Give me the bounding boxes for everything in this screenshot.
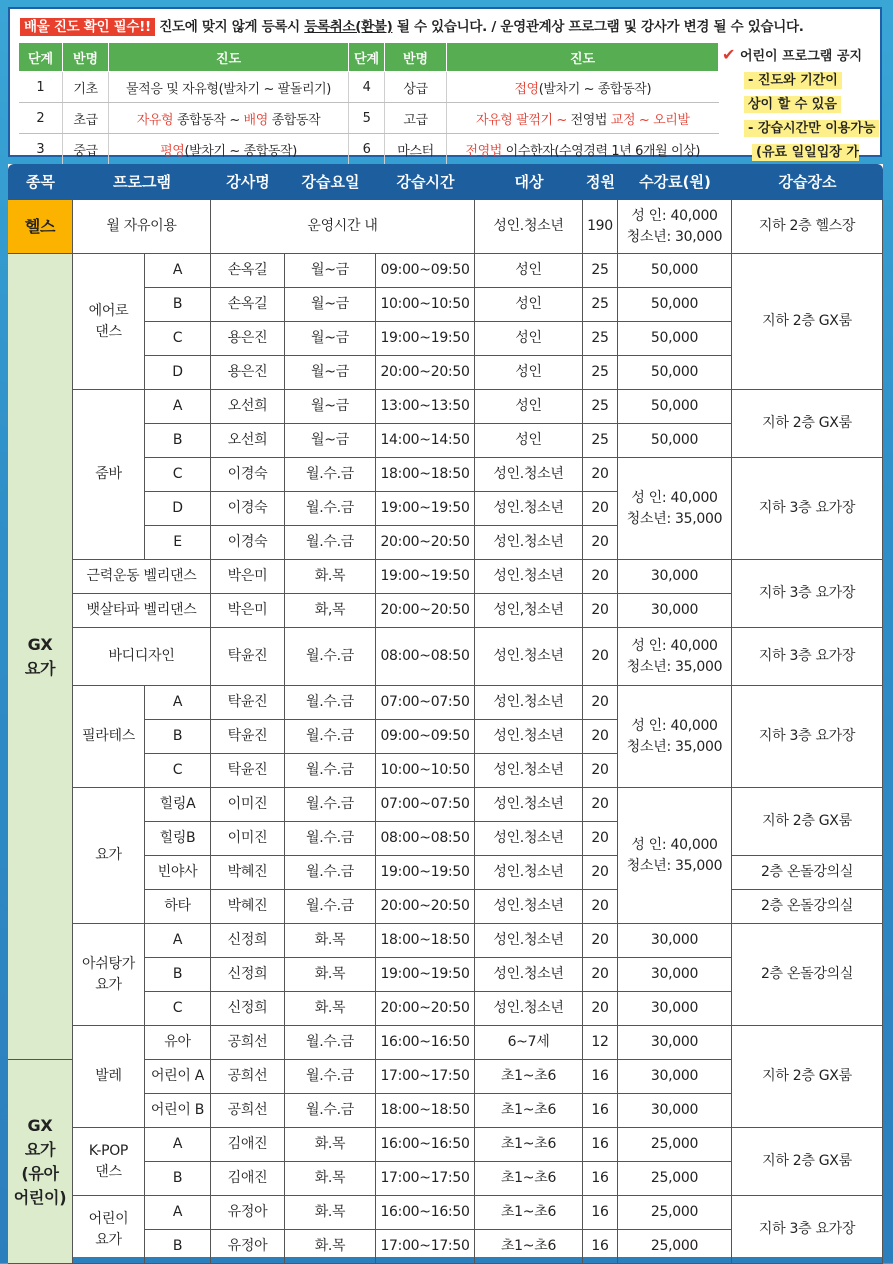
class-cell: 힐링A [145,788,211,822]
class-cell: 힐링B [145,822,211,856]
level-col-header: 진도 [447,43,719,72]
teacher-cell: 탁윤진 [211,720,285,754]
kids-notice-line: - 진도와 기간이 [744,72,842,89]
days-cell: 월~금 [285,424,376,458]
target-cell: 성인.청소년 [475,458,583,492]
time-cell: 10:00~10:50 [376,288,475,322]
program-cell: 발레 [73,1026,145,1128]
place-cell: 지하 3층 요가장 [732,686,883,788]
column-header: 강사명 [226,173,270,191]
level-row [19,134,719,165]
class-cell: B [145,958,211,992]
time-cell: 16:00~16:50 [376,1196,475,1230]
class-cell: 하타 [145,890,211,924]
time-cell: 16:00~16:50 [376,1128,475,1162]
capacity-cell: 20 [583,822,618,856]
notice-text-underlined: 등록취소(환불) [304,19,393,35]
fee-cell: 50,000 [618,356,732,390]
time-cell: 20:00~20:50 [376,356,475,390]
capacity-cell: 16 [583,1060,618,1094]
time-cell: 07:00~07:50 [376,788,475,822]
place-cell: 지하 2층 GX룸 [732,1128,883,1196]
teacher-cell: 용은진 [211,356,285,390]
days-cell: 월.수.금 [285,686,376,720]
capacity-cell: 20 [583,890,618,924]
days-cell: 월~금 [285,356,376,390]
time-cell: 09:00~09:50 [376,720,475,754]
level-number: 1 [19,72,63,103]
class-cell: A [145,254,211,288]
target-cell: 성인.청소년 [475,720,583,754]
class-cell: B [145,1162,211,1196]
days-cell: 월.수.금 [285,890,376,924]
time-cell: 08:00~08:50 [376,628,475,686]
place-cell: 2층 온돌강의실 [732,856,883,890]
class-cell: C [145,754,211,788]
teacher-cell: 신정희 [211,958,285,992]
time-cell: 08:00~08:50 [376,822,475,856]
teacher-cell: 오선희 [211,390,285,424]
days-cell: 월.수.금 [285,458,376,492]
class-cell: 유아 [145,1026,211,1060]
schedule-table [8,164,883,1257]
days-cell: 화.목 [285,1230,376,1264]
class-cell: C [145,458,211,492]
capacity-cell: 16 [583,1162,618,1196]
time-cell: 19:00~19:50 [376,958,475,992]
teacher-cell: 탁윤진 [211,628,285,686]
place-cell: 지하 3층 요가장 [732,560,883,628]
column-header: 강습요일 [301,173,360,191]
teacher-cell: 오선희 [211,424,285,458]
days-cell: 월.수.금 [285,720,376,754]
fee-cell: 성 인: 40,000 청소년: 35,000 [618,788,732,924]
target-cell: 성인.청소년 [475,686,583,720]
target-cell: 성인.청소년 [475,560,583,594]
fee-cell: 50,000 [618,322,732,356]
level-col-header: 단계 [19,43,63,72]
fee-cell: 50,000 [618,288,732,322]
days-cell: 월.수.금 [285,856,376,890]
time-cell: 18:00~18:50 [376,1094,475,1128]
capacity-cell: 16 [583,1094,618,1128]
target-cell: 성인.청소년 [475,890,583,924]
target-cell: 6~7세 [475,1026,583,1060]
level-table [18,42,719,165]
target-cell: 초1~초6 [475,1128,583,1162]
capacity-cell: 25 [583,424,618,458]
target-cell: 성인 [475,254,583,288]
days-cell: 월.수.금 [285,788,376,822]
time-cell: 07:00~07:50 [376,686,475,720]
capacity-cell: 16 [583,1230,618,1264]
fee-cell: 50,000 [618,254,732,288]
capacity-cell: 25 [583,254,618,288]
fee-cell: 25,000 [618,1128,732,1162]
teacher-cell: 박혜진 [211,890,285,924]
program-cell: 월 자유이용 [73,200,211,254]
class-cell: C [145,322,211,356]
place-cell: 지하 2층 GX룸 [732,254,883,390]
time-cell: 17:00~17:50 [376,1060,475,1094]
fee-cell: 50,000 [618,424,732,458]
notice-text-1: 진도에 맞지 않게 등록시 [159,19,305,35]
capacity-cell: 20 [583,594,618,628]
class-cell: B [145,424,211,458]
teacher-cell: 공희선 [211,1060,285,1094]
target-cell: 성인.청소년 [475,200,583,254]
target-cell: 성인,청소년 [475,594,583,628]
teacher-cell: 손옥길 [211,254,285,288]
target-cell: 초1~초6 [475,1094,583,1128]
fee-cell: 50,000 [618,390,732,424]
program-cell: 에어로 댄스 [73,254,145,390]
days-cell: 월.수.금 [285,1060,376,1094]
program-cell: 아쉬탕가 요가 [73,924,145,1026]
level-name: 초급 [63,103,109,134]
capacity-cell: 25 [583,288,618,322]
level-name: 기초 [63,72,109,103]
days-cell: 운영시간 내 [211,200,475,254]
kids-notice-title: 어린이 프로그램 공지 [739,49,863,64]
teacher-cell: 신정희 [211,924,285,958]
capacity-cell: 12 [583,1026,618,1060]
class-cell: D [145,356,211,390]
class-cell: C [145,992,211,1026]
place-cell: 2층 온돌강의실 [732,890,883,924]
teacher-cell: 공희선 [211,1026,285,1060]
teacher-cell: 유정아 [211,1230,285,1264]
class-cell: 어린이 A [145,1060,211,1094]
days-cell: 화.목 [285,1162,376,1196]
fee-cell: 성 인: 40,000 청소년: 35,000 [618,686,732,788]
place-cell: 지하 3층 요가장 [732,1196,883,1264]
class-cell: 어린이 B [145,1094,211,1128]
column-header: 종목 [26,173,55,191]
teacher-cell: 김애진 [211,1128,285,1162]
target-cell: 성인 [475,288,583,322]
fee-cell: 30,000 [618,1094,732,1128]
fee-cell: 25,000 [618,1162,732,1196]
fee-cell: 성 인: 40,000 청소년: 30,000 [618,200,732,254]
kids-notice-line: - 강습시간만 이용가능 [744,120,879,137]
column-header: 강습시간 [396,173,455,191]
place-cell: 지하 2층 GX룸 [732,390,883,458]
teacher-cell: 박은미 [211,594,285,628]
teacher-cell: 공희선 [211,1094,285,1128]
notice-box [8,7,882,160]
capacity-cell: 20 [583,628,618,686]
target-cell: 성인.청소년 [475,628,583,686]
time-cell: 10:00~10:50 [376,754,475,788]
target-cell: 성인 [475,356,583,390]
time-cell: 18:00~18:50 [376,924,475,958]
teacher-cell: 김애진 [211,1162,285,1196]
teacher-cell: 이경숙 [211,492,285,526]
teacher-cell: 박은미 [211,560,285,594]
level-progress: 자유형 팔꺾기 ~ 전영법 교정 ~ 오리발 [447,103,719,134]
teacher-cell: 이미진 [211,788,285,822]
class-cell: A [145,1128,211,1162]
teacher-cell: 이미진 [211,822,285,856]
target-cell: 성인 [475,390,583,424]
column-header: 수강료(원) [639,173,711,191]
place-cell: 지하 2층 GX룸 [732,1026,883,1128]
fee-cell: 30,000 [618,1026,732,1060]
days-cell: 화.목 [285,1196,376,1230]
fee-cell: 30,000 [618,594,732,628]
days-cell: 월~금 [285,288,376,322]
days-cell: 월~금 [285,390,376,424]
fee-cell: 성 인: 40,000 청소년: 35,000 [618,628,732,686]
level-col-header: 반명 [385,43,447,72]
target-cell: 성인 [475,424,583,458]
place-cell: 2층 온돌강의실 [732,924,883,1026]
days-cell: 월.수.금 [285,1094,376,1128]
time-cell: 20:00~20:50 [376,594,475,628]
level-number: 6 [349,134,385,165]
capacity-cell: 25 [583,390,618,424]
level-number: 3 [19,134,63,165]
category-cell: GX 요가 (유아 어린이) [8,1060,73,1264]
days-cell: 월.수.금 [285,1026,376,1060]
column-header: 강습장소 [778,173,837,191]
category-cell: 헬스 [8,200,73,254]
place-cell: 지하 3층 요가장 [732,628,883,686]
class-cell: A [145,924,211,958]
time-cell: 19:00~19:50 [376,560,475,594]
level-progress: 평영(발차기 ~ 종합동작) [109,134,349,165]
class-cell: B [145,1230,211,1264]
teacher-cell: 이경숙 [211,458,285,492]
teacher-cell: 탁윤진 [211,686,285,720]
fee-cell: 25,000 [618,1230,732,1264]
capacity-cell: 20 [583,924,618,958]
column-header: 대상 [514,173,544,191]
target-cell: 성인.청소년 [475,788,583,822]
notice-text-2: 될 수 있습니다. / 운영관계상 프로그램 및 강사가 변경 될 수 있습니다. [392,19,804,35]
capacity-cell: 20 [583,686,618,720]
capacity-cell: 16 [583,1128,618,1162]
level-progress: 접영(발차기 ~ 종합동작) [447,72,719,103]
program-cell: 어린이 요가 [73,1196,145,1264]
level-row [19,103,719,134]
target-cell: 성인.청소년 [475,492,583,526]
level-number: 4 [349,72,385,103]
class-cell: B [145,720,211,754]
capacity-cell: 20 [583,720,618,754]
capacity-cell: 20 [583,992,618,1026]
place-cell: 지하 3층 요가장 [732,458,883,560]
class-cell: B [145,288,211,322]
level-row [19,72,719,103]
level-progress: 자유형 종합동작 ~ 배영 종합동작 [109,103,349,134]
column-header: 정원 [586,173,615,191]
capacity-cell: 25 [583,322,618,356]
teacher-cell: 이경숙 [211,526,285,560]
time-cell: 17:00~17:50 [376,1230,475,1264]
days-cell: 월.수.금 [285,492,376,526]
target-cell: 성인.청소년 [475,822,583,856]
capacity-cell: 20 [583,458,618,492]
days-cell: 화.목 [285,560,376,594]
level-number: 2 [19,103,63,134]
fee-cell: 30,000 [618,560,732,594]
fee-cell: 30,000 [618,992,732,1026]
level-progress: 전영법 이수한자(수영경력 1년 6개월 이상) [447,134,719,165]
warning-badge: 배울 진도 확인 필수!! [20,18,155,36]
capacity-cell: 20 [583,958,618,992]
time-cell: 19:00~19:50 [376,856,475,890]
target-cell: 성인 [475,322,583,356]
column-header: 프로그램 [113,173,171,191]
fee-cell: 30,000 [618,924,732,958]
time-cell: 14:00~14:50 [376,424,475,458]
notice-headline [20,15,804,35]
class-cell: D [145,492,211,526]
level-name: 상급 [385,72,447,103]
capacity-cell: 16 [583,1196,618,1230]
capacity-cell: 20 [583,526,618,560]
days-cell: 화.목 [285,992,376,1026]
teacher-cell: 용은진 [211,322,285,356]
days-cell: 화.목 [285,958,376,992]
target-cell: 성인.청소년 [475,526,583,560]
time-cell: 13:00~13:50 [376,390,475,424]
target-cell: 초1~초6 [475,1196,583,1230]
category-cell: GX 요가 [8,254,73,1060]
class-cell: A [145,686,211,720]
target-cell: 성인.청소년 [475,992,583,1026]
fee-cell: 30,000 [618,1060,732,1094]
time-cell: 18:00~18:50 [376,458,475,492]
level-name: 마스터 [385,134,447,165]
teacher-cell: 신정희 [211,992,285,1026]
capacity-cell: 190 [583,200,618,254]
capacity-cell: 20 [583,560,618,594]
teacher-cell: 유정아 [211,1196,285,1230]
target-cell: 성인.청소년 [475,754,583,788]
program-cell: 필라테스 [73,686,145,788]
fee-cell: 성 인: 40,000 청소년: 35,000 [618,458,732,560]
time-cell: 19:00~19:50 [376,322,475,356]
teacher-cell: 박혜진 [211,856,285,890]
place-cell: 지하 2층 헬스장 [732,200,883,254]
time-cell: 19:00~19:50 [376,492,475,526]
capacity-cell: 20 [583,856,618,890]
level-col-header: 반명 [63,43,109,72]
capacity-cell: 20 [583,788,618,822]
class-cell: A [145,390,211,424]
days-cell: 월~금 [285,322,376,356]
place-cell: 지하 2층 GX룸 [732,788,883,856]
target-cell: 성인.청소년 [475,856,583,890]
class-cell: E [145,526,211,560]
time-cell: 09:00~09:50 [376,254,475,288]
program-cell: K-POP 댄스 [73,1128,145,1196]
days-cell: 화.목 [285,924,376,958]
level-number: 5 [349,103,385,134]
level-name: 중급 [63,134,109,165]
capacity-cell: 25 [583,356,618,390]
level-progress: 물적응 및 자유형(발차기 ~ 팔돌리기) [109,72,349,103]
kids-notice-line: 상이 할 수 있음 [744,96,841,113]
days-cell: 화,목 [285,594,376,628]
teacher-cell: 손옥길 [211,288,285,322]
target-cell: 초1~초6 [475,1162,583,1196]
target-cell: 초1~초6 [475,1230,583,1264]
class-cell: 빈야사 [145,856,211,890]
teacher-cell: 탁윤진 [211,754,285,788]
fee-cell: 25,000 [618,1196,732,1230]
program-cell: 뱃살타파 벨리댄스 [73,594,211,628]
checkmark-icon: ✔ [722,45,736,64]
level-name: 고급 [385,103,447,134]
target-cell: 초1~초6 [475,1060,583,1094]
days-cell: 월.수.금 [285,822,376,856]
program-cell: 바디디자인 [73,628,211,686]
days-cell: 월.수.금 [285,526,376,560]
kids-notice-line: (유료 일일입장 가 [752,144,859,185]
target-cell: 성인.청소년 [475,958,583,992]
fee-cell: 30,000 [618,958,732,992]
days-cell: 화.목 [285,1128,376,1162]
days-cell: 월.수.금 [285,628,376,686]
days-cell: 월.수.금 [285,754,376,788]
time-cell: 17:00~17:50 [376,1162,475,1196]
time-cell: 20:00~20:50 [376,890,475,924]
program-cell: 근력운동 벨리댄스 [73,560,211,594]
class-cell: A [145,1196,211,1230]
program-cell: 요가 [73,788,145,924]
time-cell: 16:00~16:50 [376,1026,475,1060]
schedule-header-row [8,164,883,200]
days-cell: 월~금 [285,254,376,288]
target-cell: 성인.청소년 [475,924,583,958]
time-cell: 20:00~20:50 [376,992,475,1026]
capacity-cell: 20 [583,754,618,788]
program-cell: 줌바 [73,390,145,560]
level-col-header: 단계 [349,43,385,72]
capacity-cell: 20 [583,492,618,526]
time-cell: 20:00~20:50 [376,526,475,560]
level-col-header: 진도 [109,43,349,72]
